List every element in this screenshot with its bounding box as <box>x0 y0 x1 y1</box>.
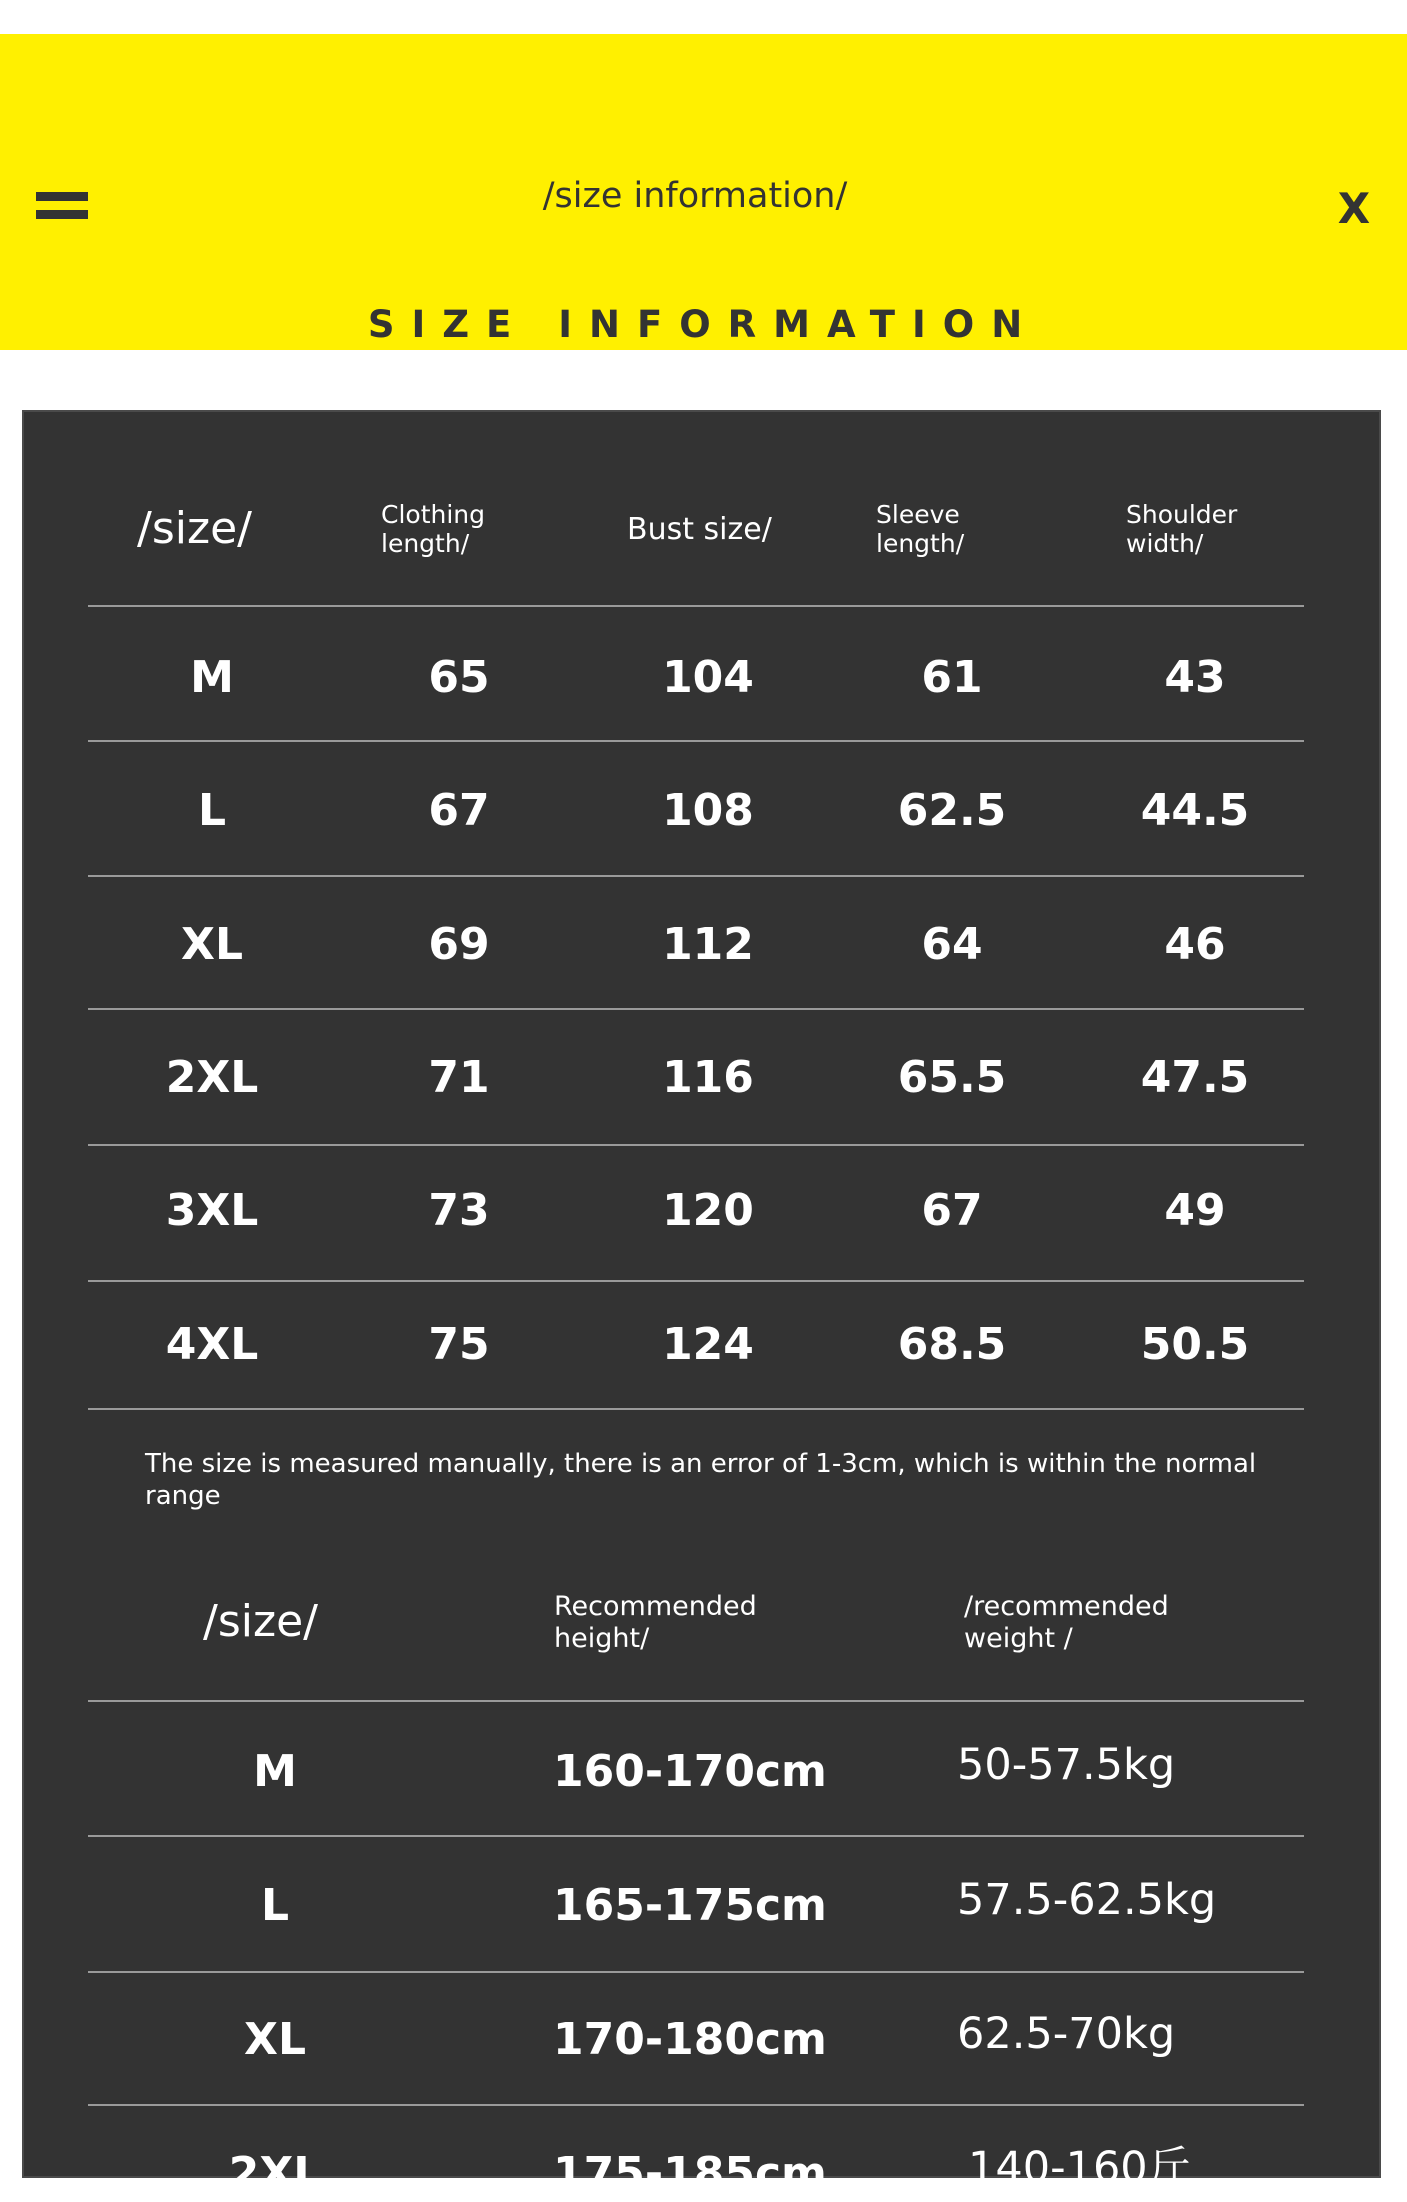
table-divider <box>88 1408 1304 1410</box>
size-column-header: /size/ <box>137 503 252 554</box>
table-cell: 104 <box>662 652 754 703</box>
clothing-length-header: Clothing length/ <box>381 500 486 558</box>
table-cell: 67 <box>921 1185 983 1236</box>
table-cell: 124 <box>662 1319 754 1370</box>
height-cell: 170-180cm <box>553 2014 827 2065</box>
table-cell: 64 <box>921 919 983 970</box>
table-cell: 46 <box>1164 919 1226 970</box>
size-cell: L <box>260 1880 290 1931</box>
table-cell: 61 <box>921 652 983 703</box>
close-icon[interactable]: X <box>1337 184 1371 233</box>
table-cell: 49 <box>1164 1185 1226 1236</box>
table-divider <box>88 1008 1304 1010</box>
table-divider <box>88 1280 1304 1282</box>
height-cell: 165-175cm <box>553 1880 827 1931</box>
table-cell: 65 <box>428 652 490 703</box>
size-cell: 2XL <box>228 2148 322 2199</box>
sleeve-length-header: Sleeve length/ <box>876 500 965 558</box>
table-divider <box>88 1835 1304 1837</box>
size-column-header: /size/ <box>203 1596 318 1647</box>
header-banner <box>0 34 1407 350</box>
table-cell: 71 <box>428 1052 490 1103</box>
weight-cell: 50-57.5kg <box>957 1740 1176 1790</box>
size-cell: 2XL <box>165 1052 259 1103</box>
table-cell: 43 <box>1164 652 1226 703</box>
table-cell: 68.5 <box>897 1319 1007 1370</box>
size-cell: XL <box>181 919 243 970</box>
table-divider <box>88 605 1304 607</box>
size-cell: M <box>253 1746 297 1797</box>
recommended-weight-header: /recommended weight / <box>964 1591 1169 1654</box>
table-cell: 44.5 <box>1140 785 1250 836</box>
table-divider <box>88 2104 1304 2106</box>
table-divider <box>88 1971 1304 1973</box>
table-cell: 47.5 <box>1140 1052 1250 1103</box>
table-cell: 69 <box>428 919 490 970</box>
table-divider <box>88 1144 1304 1146</box>
height-cell: 175-185cm <box>553 2148 827 2199</box>
table-cell: 65.5 <box>897 1052 1007 1103</box>
table-cell: 73 <box>428 1185 490 1236</box>
weight-cell: 62.5-70kg <box>957 2009 1176 2059</box>
table-divider <box>88 875 1304 877</box>
height-cell: 160-170cm <box>553 1746 827 1797</box>
page-title: SIZE INFORMATION <box>367 303 1040 346</box>
table-cell: 62.5 <box>897 785 1007 836</box>
table-cell: 67 <box>428 785 490 836</box>
table-cell: 50.5 <box>1140 1319 1250 1370</box>
table-divider <box>88 1700 1304 1702</box>
table-cell: 116 <box>662 1052 754 1103</box>
size-cell: L <box>197 785 227 836</box>
bust-size-header: Bust size/ <box>627 512 772 547</box>
recommended-height-header: Recommended height/ <box>554 1591 757 1654</box>
table-divider <box>88 740 1304 742</box>
size-cell: 3XL <box>165 1185 259 1236</box>
size-cell: M <box>190 652 234 703</box>
table-cell: 75 <box>428 1319 490 1370</box>
table-cell: 108 <box>662 785 754 836</box>
page-subtitle: /size information/ <box>542 176 848 216</box>
table-cell: 112 <box>662 919 754 970</box>
measurement-note: The size is measured manually, there is an error of 1-3cm, which is within the normal range <box>145 1449 1257 1511</box>
size-cell: XL <box>244 2014 306 2065</box>
table-cell: 120 <box>662 1185 754 1236</box>
shoulder-width-header: Shoulder width/ <box>1126 500 1238 558</box>
weight-cell: 57.5-62.5kg <box>957 1875 1217 1925</box>
size-cell: 4XL <box>165 1319 259 1370</box>
weight-cell: 140-160斤 <box>968 2143 1191 2193</box>
